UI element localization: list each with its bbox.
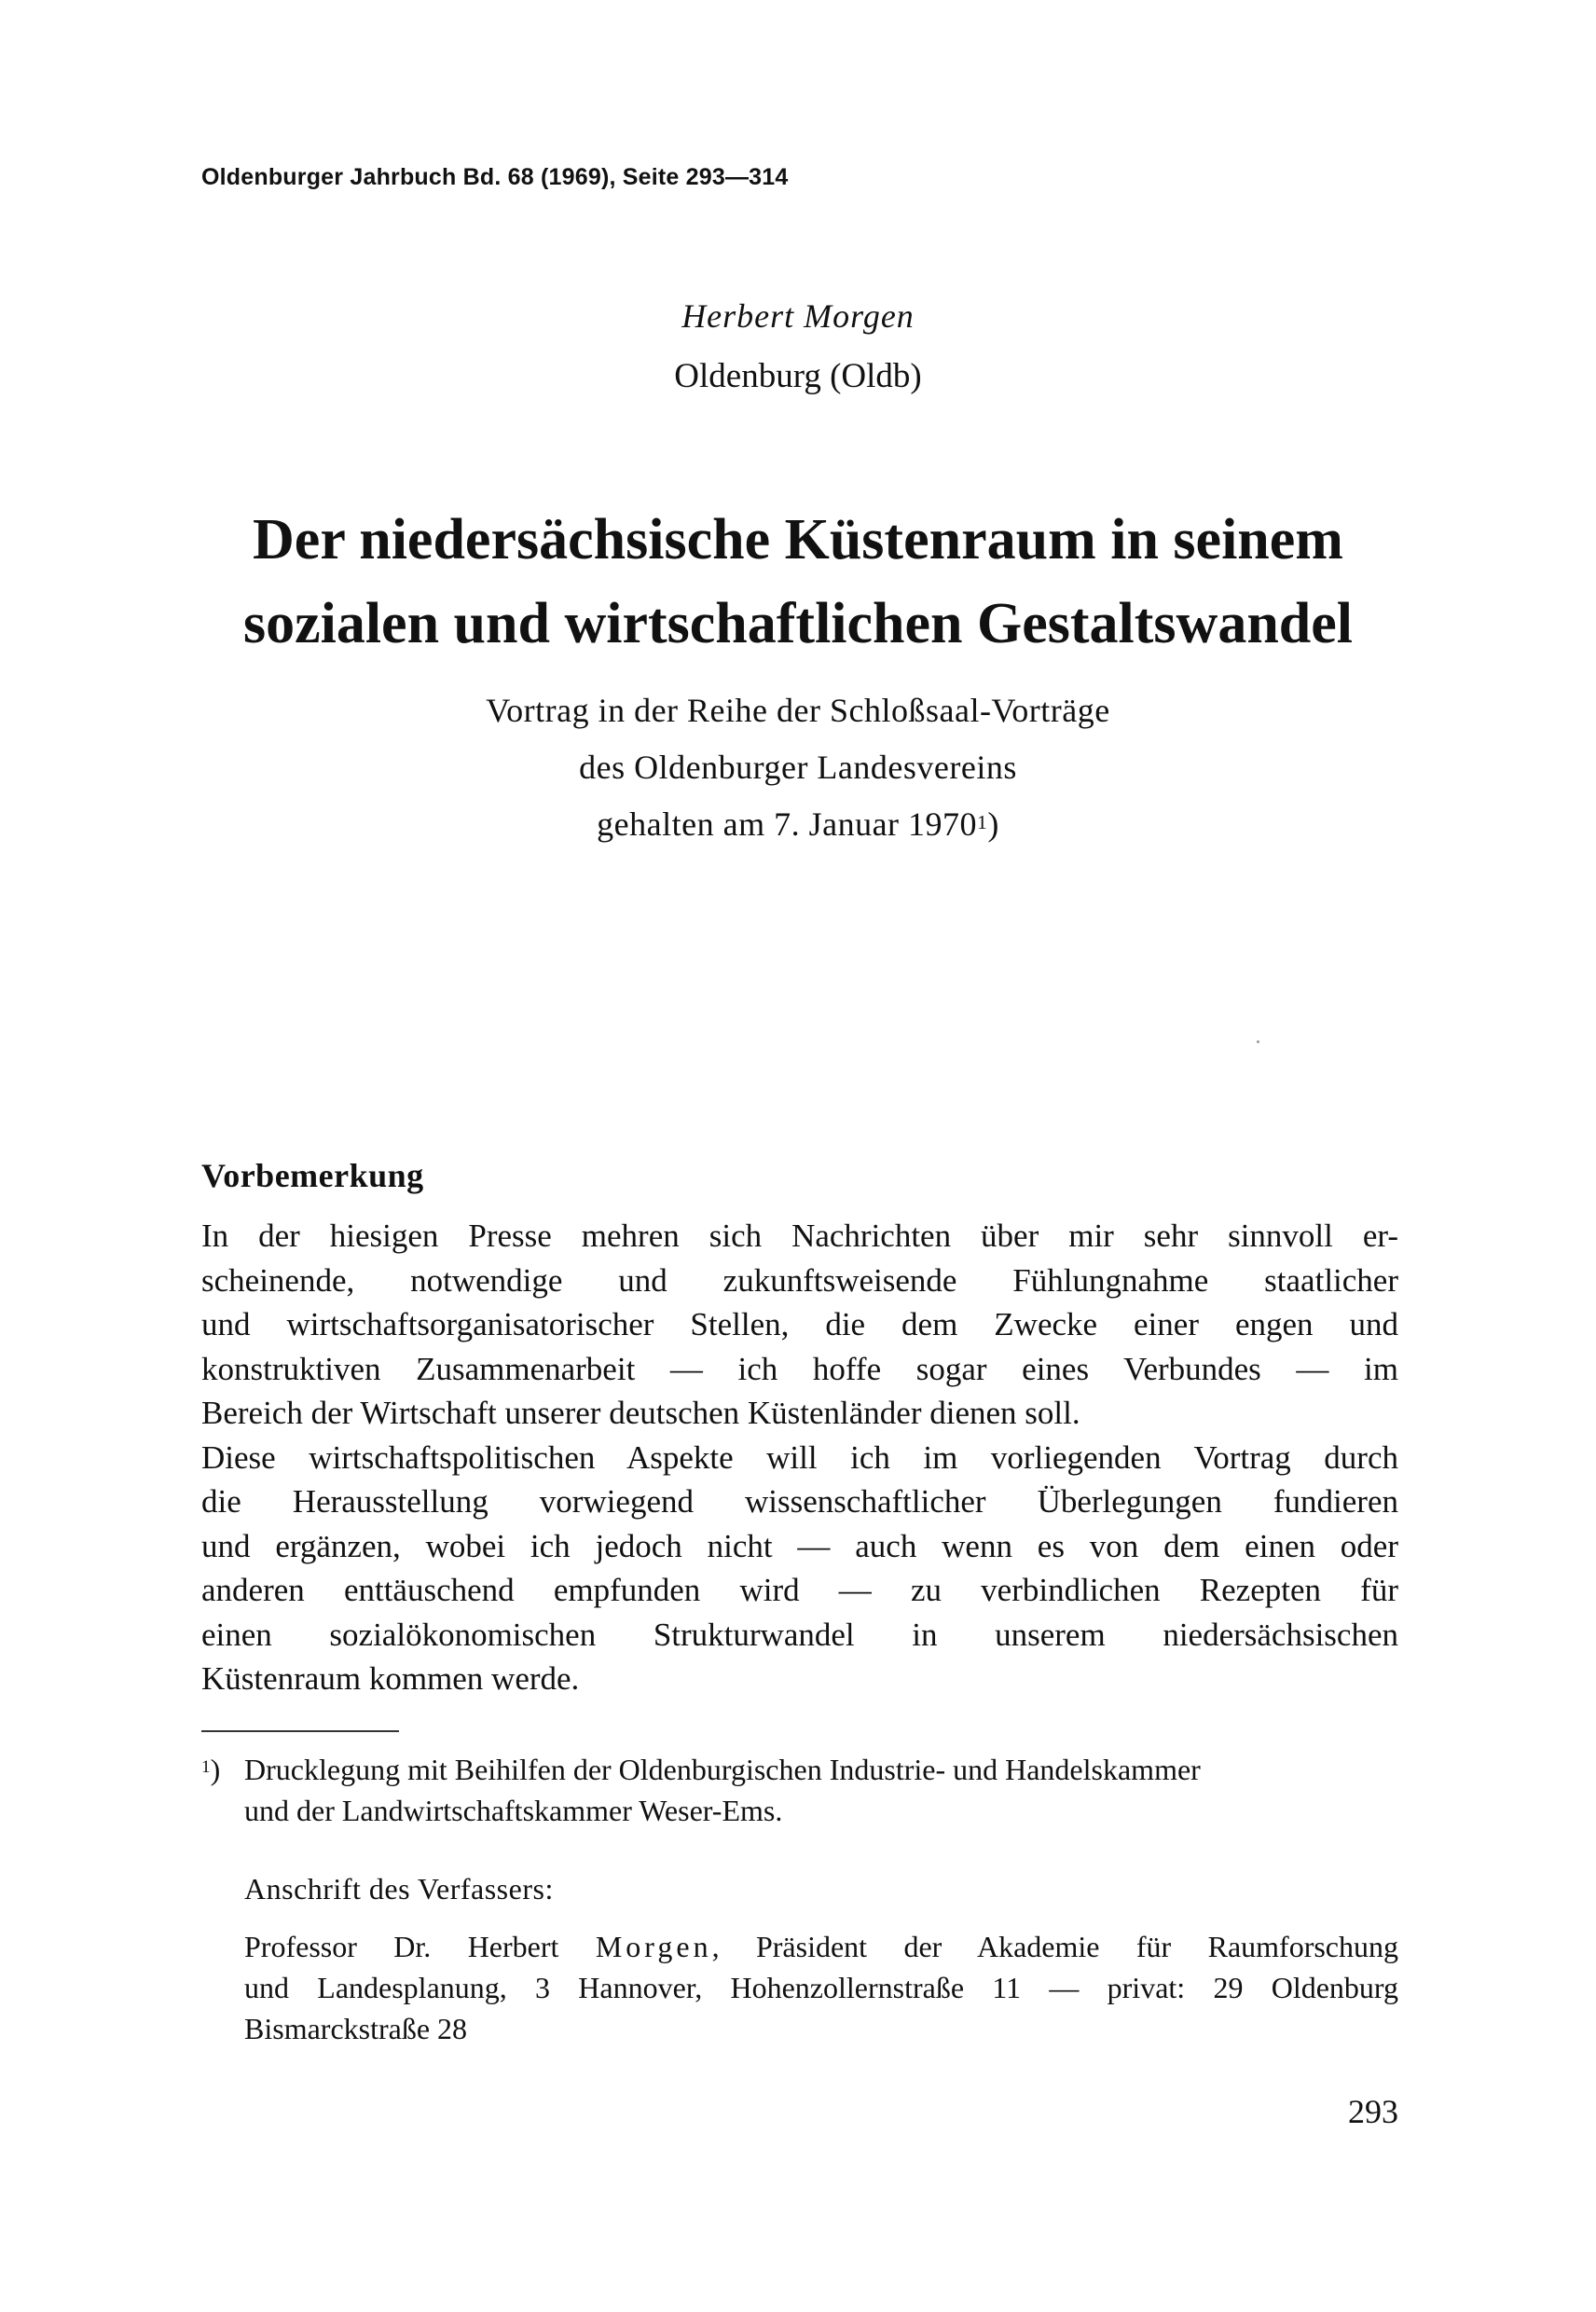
article-title — [201, 498, 1395, 666]
author-name: Herbert Morgen — [681, 297, 915, 335]
body-paragraph — [201, 1214, 1398, 1701]
title-line: sozialen und wirtschaftlichen Gestaltswandel — [242, 592, 1354, 655]
title-line: Der niedersächsische Küstenraum in seinem — [253, 508, 1343, 571]
subtitle-date: gehalten am 7. Januar 1970 — [597, 805, 978, 843]
footnote-marker — [201, 1749, 220, 1790]
address-line — [244, 1926, 1398, 1967]
footnote-line: Drucklegung mit Beihilfen der Oldenburgischen Industrie- und Handelskammer — [244, 1753, 1201, 1786]
footnote-reference[interactable]: 1 — [977, 811, 988, 833]
body-line: konstruktiven Zusammenarbeit — ich hoffe sogar eines Verbundes — im — [201, 1350, 1398, 1387]
author-place: Oldenburg (Oldb) — [674, 357, 922, 395]
section-heading: Vorbemerkung — [201, 1157, 424, 1194]
body-line: einen sozialökonomischen Strukturwandel in unserem niedersächsischen — [201, 1616, 1398, 1653]
subtitle-line: des Oldenburger Landesvereins — [579, 749, 1017, 786]
body-line: Bereich der Wirtschaft unserer deutschen Küstenländer dienen soll. — [201, 1395, 1080, 1431]
article-subtitle — [201, 682, 1395, 853]
address-line: und Landesplanung, 3 Hannover, Hohenzollernstraße 11 — privat: 29 Oldenburg — [244, 1971, 1398, 2004]
address-affiliation: , Präsident der Akademie für Raumforschung — [711, 1930, 1399, 1963]
running-head: Oldenburger Jahrbuch Bd. 68 (1969), Seite 293—314 — [201, 164, 789, 190]
address-label: Anschrift des Verfassers: — [244, 1872, 554, 1906]
footnote-marker-paren: ) — [210, 1753, 221, 1786]
footnote-line: und der Landwirtschaftskammer Weser-Ems. — [244, 1794, 783, 1827]
print-speck — [1257, 1040, 1259, 1043]
footnote-text — [244, 1749, 1398, 1831]
body-line: und ergänzen, wobei ich jedoch nicht — auch wenn es von dem einen oder — [201, 1527, 1398, 1564]
footnote — [201, 1749, 1398, 1831]
body-line: Diese wirtschaftspolitischen Aspekte will ich im vorliegenden Vortrag durch — [201, 1438, 1398, 1476]
page-number: 293 — [1348, 2093, 1398, 2130]
footnote-divider — [201, 1730, 399, 1732]
body-line: In der hiesigen Presse mehren sich Nachrichten über mir sehr sinnvoll er- — [201, 1218, 1398, 1254]
author-surname: Morgen — [595, 1930, 712, 1963]
subtitle-line: Vortrag in der Reihe der Schloßsaal-Vorträge — [486, 692, 1110, 729]
address-line: Bismarckstraße 28 — [244, 2012, 468, 2045]
subtitle-line — [201, 796, 1395, 853]
address-prefix: Professor Dr. Herbert — [244, 1930, 596, 1963]
footnote-number: 1 — [201, 1757, 211, 1777]
body-line: und wirtschaftsorganisatorischer Stellen, die dem Zwecke einer engen und — [201, 1306, 1398, 1342]
body-line: scheinende, notwendige und zukunftsweisende Fühlungnahme staatlicher — [201, 1261, 1398, 1299]
footnote-reference-paren: ) — [987, 805, 999, 843]
body-line: anderen enttäuschend empfunden wird — zu verbindlichen Rezepten für — [201, 1572, 1398, 1608]
body-line: Küstenraum kommen werde. — [201, 1660, 580, 1697]
body-line: die Herausstellung vorwiegend wissenschaftlicher Überlegungen fundieren — [201, 1483, 1398, 1520]
author-address — [244, 1926, 1398, 2049]
